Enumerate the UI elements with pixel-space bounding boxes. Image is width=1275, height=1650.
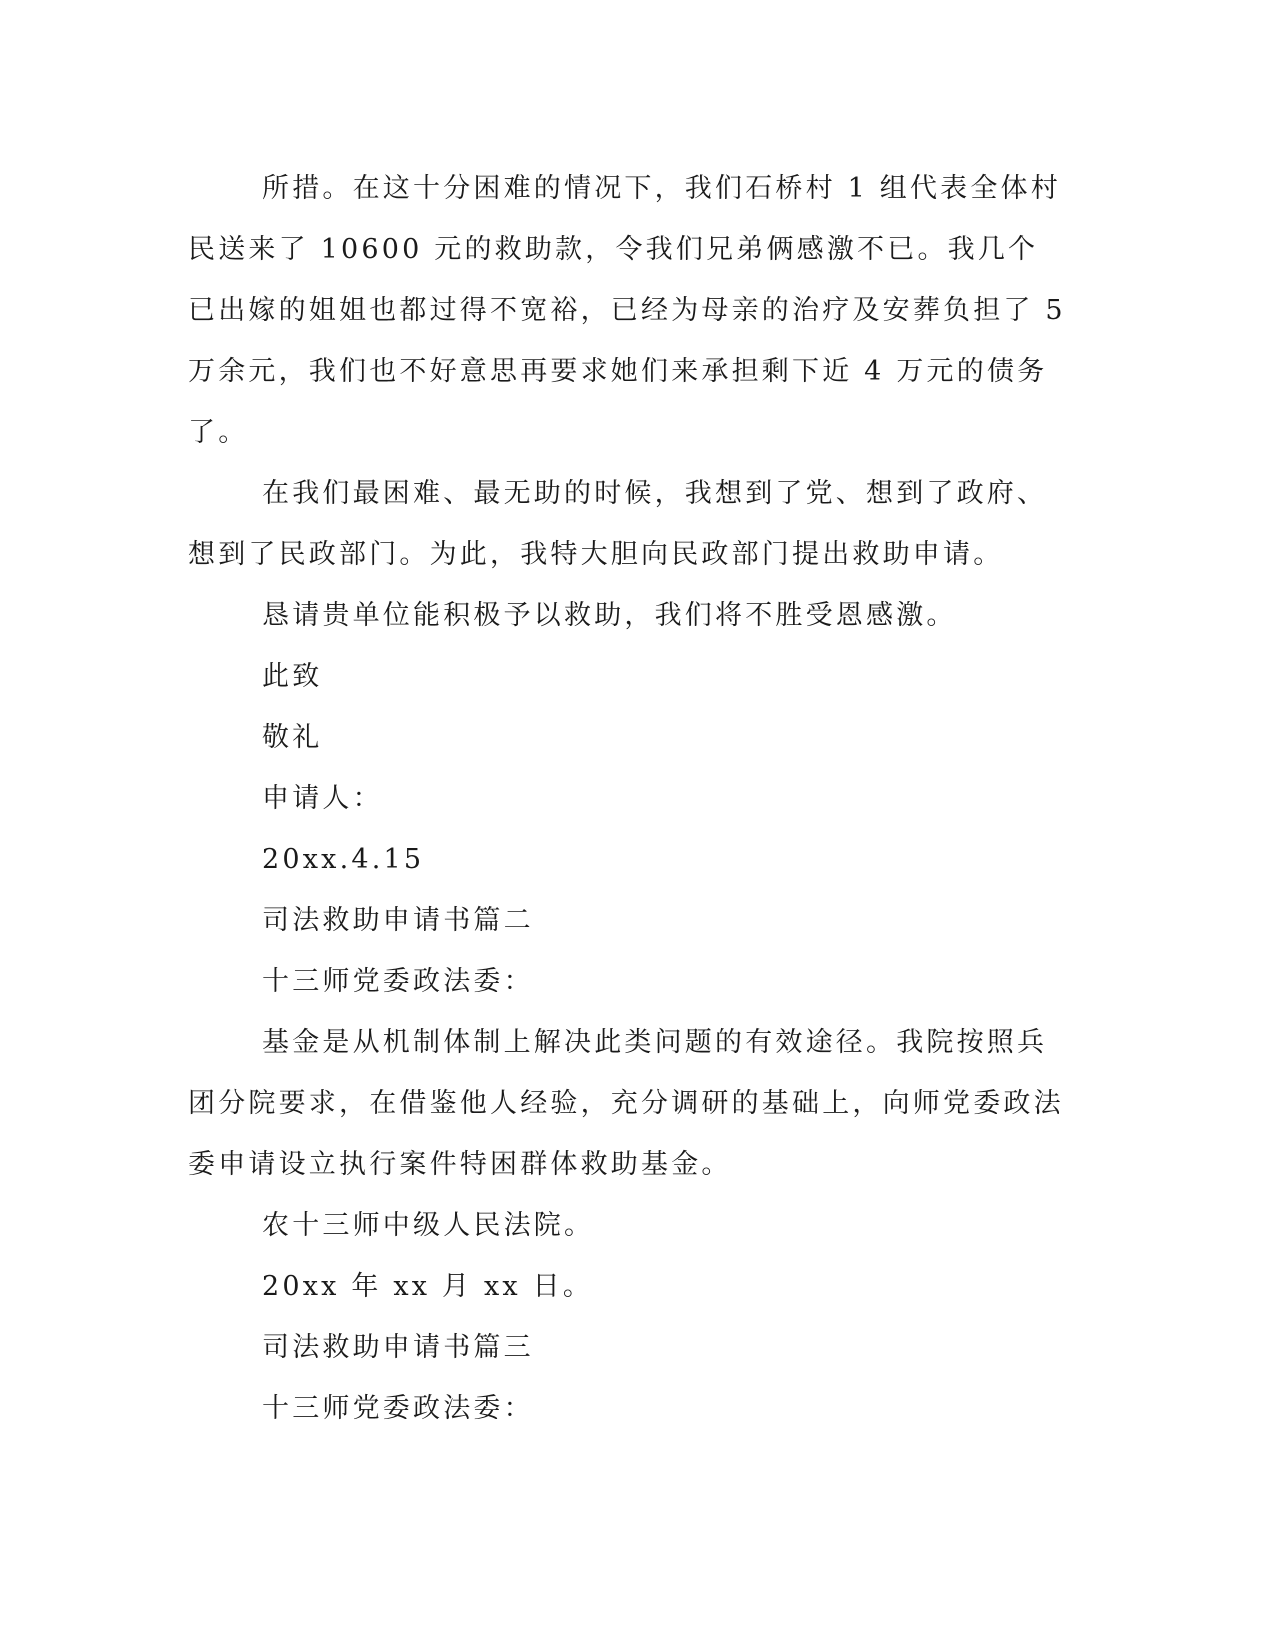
section-2-title: 司法救助申请书篇二 [262, 905, 534, 936]
paragraph-debt-situation: 所措。在这十分困难的情况下，我们石桥村 1 组代表全体村民送来了 10600 元的救助款，令我们兄弟俩感激不已。我几个已出嫁的姐姐也都过得不宽裕，已经为母亲的治疗及安葬负担了 5 万余元，我们也不好意思再要求她们来承担剩下近 4 万元的债务了。 [188, 173, 1066, 448]
section-2-addressee: 十三师党委政法委： [262, 966, 534, 997]
closing-respect: 敬礼 [262, 722, 323, 753]
request-line: 恳请贵单位能积极予以救助，我们将不胜受恩感激。 [262, 600, 957, 631]
section-2-signer: 农十三师中级人民法院。 [262, 1210, 595, 1241]
section-2-date: 20xx 年 xx 月 xx 日。 [262, 1271, 594, 1302]
section-2-body: 基金是从机制体制上解决此类问题的有效途径。我院按照兵团分院要求，在借鉴他人经验，充分调研的基础上，向师党委政法委申请设立执行案件特困群体救助基金。 [188, 1027, 1064, 1180]
application-date: 20xx.4.15 [262, 844, 425, 875]
paragraph-application-reason: 在我们最困难、最无助的时候，我想到了党、想到了政府、想到了民政部门。为此，我特大胆向民政部门提出救助申请。 [188, 478, 1048, 570]
closing-salutation: 此致 [262, 661, 323, 692]
section-3-title: 司法救助申请书篇三 [262, 1332, 534, 1363]
document-body [188, 158, 1068, 1439]
applicant-label: 申请人： [262, 783, 383, 814]
section-3-addressee: 十三师党委政法委： [262, 1393, 534, 1424]
